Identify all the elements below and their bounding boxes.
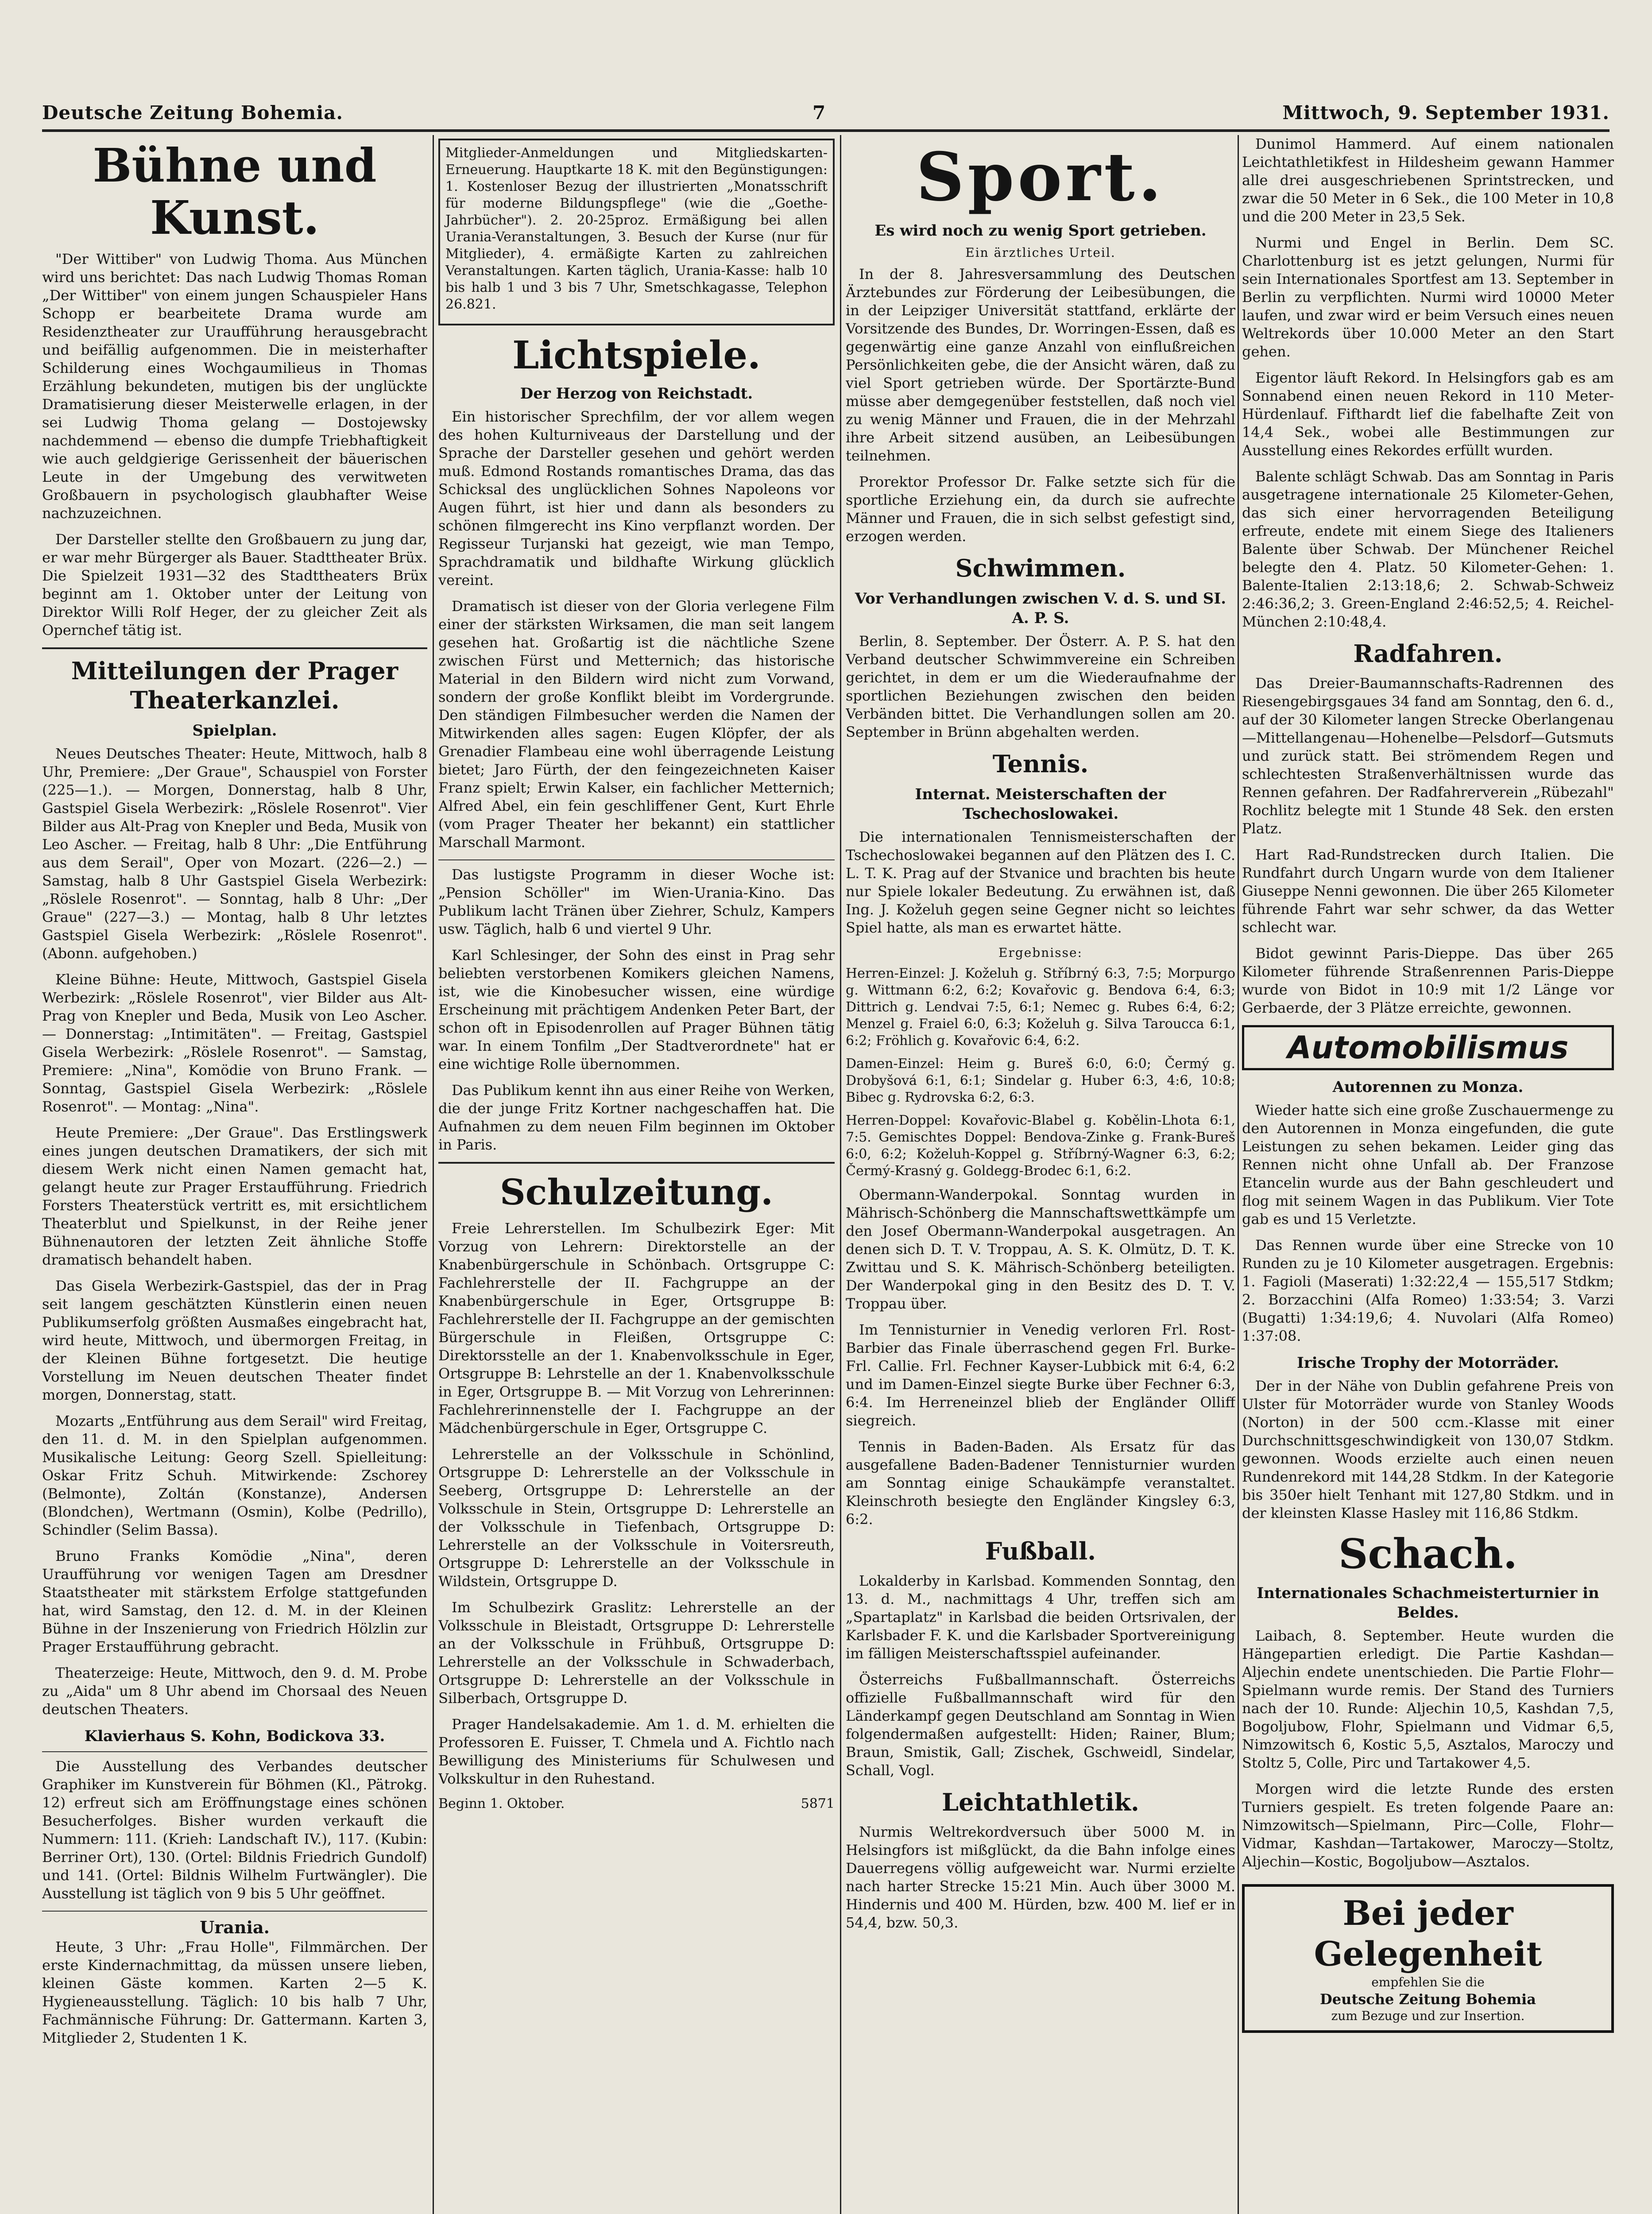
- article-herzog-2: Dramatisch ist dieser von der Gloria verlegene Film einer der stärksten Wirksamen, die man seit langem gesehen hat. Großartig ist die nächtliche Szene zwischen Fürst und Metternich; das historische Material in den Bildern wird nicht zum Vorwand, sondern der große Konflikt bleibt im Vordergrunde. Den ständigen Filmbesucher werden die Namen der Mitwirkenden alles sagen: Eugen Klöpfer, der als Grenadier Flambeau eine wohl überragende Leistung bietet; Jaro Fürth, der den feingezeichneten Kaiser Franz spielt; Erwin Kalser, ein fachlicher Metternich; Alfred Abel, ein fein geschliffener Gent, Kurt Ehrle (vom Prager Theater her bekannt) ein stattlicher Marschall Marmont.: [438, 598, 835, 851]
- article-riesengebirge: Das Dreier-Baumannschafts-Radrennen des Riesengebirgsgaues 34 fand am Sonntag, den 6. d., auf der 30 Kilometer langen Strecke Oberlangenau—Mittellangenau—Hohenelbe—Pelsdorf—Gutsmuts und zurück statt. Bei strömendem Regen und schlechtesten Straßenverhältnissen wurde das Rennen gefahren. Der Radfahrerverein „Rübezahl" Rochlitz belegte mit 1 Stunde 48 Sek. den ersten Platz.: [1242, 675, 1614, 837]
- section-title-schwimmen: Schwimmen.: [955, 554, 1126, 582]
- article-nurmi-rekordversuch: Nurmis Weltrekordversuch über 5000 M. in Helsingfors ist mißglückt, da die Bahn infolge eines Dauerregens völlig aufgeweicht war. Nurmi erzielte nach harter Strecke 15:21 Min. Auch über 3000 M. Hindernis und 400 M. Hürden, bzw. 400 M. lief er in 54,4, bzw. 50,3.: [846, 1823, 1235, 1931]
- section-title-tennis: Tennis.: [992, 750, 1089, 778]
- section-title-buehne: Bühne und Kunst.: [93, 138, 377, 245]
- swim-headline: Vor Verhandlungen zwischen V. d. S. und SI. A. P. S.: [855, 590, 1226, 627]
- column-rule-3: [1238, 135, 1239, 2214]
- article-balente: Balente schlägt Schwab. Das am Sonntag in Paris ausgetragene internationale 25 Kilometer-Gehen, das sich einer hervorragenden Beteiligung erfreute, endete mit einem Siege des Italieners Balente über Schwab. Der Münchener Reichel belegte den 4. Platz. 50 Kilometer-Gehen: 1. Balente-Italien 2:13:18,6; 2. Schwab-Schweiz 2:46:36,2; 3. Green-England 2:46:52,5; 4. Reichel-München 2:10:48,4.: [1242, 468, 1614, 630]
- article-oesterreich: Österreichs Fußballmannschaft. Österreichs offizielle Fußballmannschaft wird für den Länderkampf gegen Deutschland am Sonntag in Wien folgendermaßen aufgestellt: Hiden; Rainer, Blum; Braun, Smistik, Gall; Zischek, Gschweidl, Sindelar, Schall, Vogl.: [846, 1671, 1235, 1779]
- divider: [42, 1751, 427, 1752]
- article-nurmi-berlin: Nurmi und Engel in Berlin. Dem SC. Charlottenburg ist es jetzt gelungen, Nurmi für sein Internationales Sportfest am 13. September in Berlin zu verpflichten. Nurmi wird 10000 Meter laufen, und zwar wird er beim Versuch eines neuen Weltrekords über 10.000 Meter an den Start gehen.: [1242, 234, 1614, 360]
- column-footer: [438, 1796, 835, 1811]
- article-tennis-meisterschaften: Die internationalen Tennismeisterschaften der Tschechoslowakei begannen auf den Plätzen des I. C. L. T. K. Prag auf der Stvanice und brachten bis heute nur Spiele lokaler Bedeutung. Zu erwähnen ist, daß Ing. J. Koželuh gegen seine Gegner nicht so leichtes Spiel hatte, als man es erwartet hätte.: [846, 828, 1235, 936]
- section-title-lichtspiele: Lichtspiele.: [512, 333, 761, 378]
- lead-headline: Es wird noch zu wenig Sport getrieben.: [874, 222, 1207, 240]
- divider: [438, 1162, 835, 1164]
- section-title-theaterkanzlei: Mitteilungen der Prager Theaterkanzlei.: [71, 657, 398, 714]
- article-premiere-graue: Heute Premiere: „Der Graue". Das Erstlingswerk eines jungen deutschen Dramatikers, der sich mit diesem Werk nicht einen Namen gemacht hat, gelangt heute zur Prager Erstaufführung. Friedrich Forsters Theaterstück vertritt es, mit ersichtlichem Theaterblut und Spielkunst, in der Reihe jener Bühnenautoren der letzten Zeit ähnliche Stoffe dramatisch behandelt haben.: [42, 1124, 427, 1268]
- column-buehne-und-kunst: [42, 135, 427, 2214]
- column-sport: [846, 135, 1235, 2214]
- article-kleine-buehne: Kleine Bühne: Heute, Mittwoch, Gastspiel Gisela Werbezirk: „Röslele Rosenrot", vier Bilder aus Alt-Prag von Knepler und Beda, Musik von Leo Ascher. — Donnerstag: „Intimitäten". — Freitag, Gastspiel Gisela Werbezirk: „Röslele Rosenrot". — Samstag, Premiere: „Nina", Komödie von Bruno Frank. — Sonntag, Gastspiel Gisela Werbezirk: „Röslele Rosenrot". — Montag: „Nina".: [42, 971, 427, 1115]
- divider: [42, 647, 427, 649]
- klavierhaus-notice: Klavierhaus S. Kohn, Bodickova 33.: [84, 1727, 385, 1745]
- ad-line: empfehlen Sie die: [1371, 1975, 1485, 1990]
- article-obermann-pokal: Obermann-Wanderpokal. Sonntag wurden in Mährisch-Schönberg die Mannschaftswettkämpfe um den Josef Obermann-Wanderpokal ausgetragen. An denen sich D. T. V. Troppau, A. S. K. Olmütz, D. T. K. Zwittau und S. K. Mährisch-Schönberg beteiligten. Der Wanderpokal ging in den Besitz des D. T. V. Troppau über.: [846, 1186, 1235, 1312]
- article-baden-baden: Tennis in Baden-Baden. Als Ersatz für das ausgefallene Baden-Badener Tennisturnier wurden am Sonntag einige Schaukämpfe veranstaltet. Kleinschroth besiegte den Engländer Kingsley 6:3, 6:2.: [846, 1438, 1235, 1528]
- column-lichtspiele: [438, 135, 835, 2214]
- article-kortner: Das Publikum kennt ihn aus einer Reihe von Werken, die der junge Fritz Kortner nachgeschaffen hat. Die Aufnahmen zu dem neuen Film beginnen im Oktober in Paris.: [438, 1082, 835, 1153]
- article-lehrerstellen-volksschulen: Lehrerstelle an der Volksschule in Schönlind, Ortsgruppe D: Lehrerstelle an der Volksschule in Seeberg, Ortsgruppe D: Lehrerstelle an der Volksschule in Stein, Ortsgruppe D: Lehrerstelle an der Volksschule in Tiefenbach, Ortsgruppe D: Lehrerstelle an der Volksschule in Voitersreuth, Ortsgruppe D: Lehrerstelle an der Volksschule in Wildstein, Ortsgruppe D.: [438, 1446, 835, 1590]
- article-lehrerstellen-eger: Freie Lehrerstellen. Im Schulbezirk Eger: Mit Vorzug von Lehrern: Direktorstelle an der Knabenbürgerschule in Schönbach. Ortsgruppe C: Fachlehrerstelle der II. Fachgruppe an der Knabenbürgerschule in Eger, Ortsgruppe B: Fachlehrerstelle der II. Fachgruppe an der gemischten Bürgerschule in Fleißen, Ortsgruppe C: Direktorsstelle an der 1. Knabenvolksschule in Eger, Ortsgruppe B: Lehrstelle an der 1. Knabenvolksschule in Eger, Ortsgruppe B. — Mit Vorzug von Lehrerinnen: Fachlehrerinnenstelle der I. Fachgruppe an der Mädchenbürgerschule in Eger, Ortsgruppe C.: [438, 1220, 835, 1436]
- footer-right: 5871: [801, 1796, 835, 1811]
- trophy-headline: Irische Trophy der Motorräder.: [1296, 1354, 1559, 1372]
- results-doppel: Herren-Doppel: Kovařovic-Blabel g. Kobělin-Lhota 6:1, 7:5. Gemischtes Doppel: Bendova-Zinke g. Frank-Bureš 6:0, 6:2; Koželuh-Koppel g. Stříbrný-Wagner 6:3, 6:2; Čermý-Krasný g. Goldegg-Brodec 6:1, 6:2.: [846, 1113, 1235, 1179]
- film-title: Der Herzog von Reichstadt.: [520, 385, 753, 403]
- advertisement-box: [1242, 1884, 1614, 2033]
- lead-subheadline: Ein ärztliches Urteil.: [965, 245, 1116, 260]
- article-schwimmverband: Berlin, 8. September. Der Österr. A. P. S. hat den Verband deutscher Schwimmvereine ein Schreiben gerichtet, in dem er um die Wiederaufnahme der sportlichen Beziehungen zwischen den beiden Verbänden bittet. Die Verhandlungen sollen am 20. September in Brünn abgehalten werden.: [846, 633, 1235, 740]
- article-hammer: Dunimol Hammerd. Auf einem nationalen Leichtathletikfest in Hildesheim gewann Hammer alle drei ausgeschriebenen Sprintstrecken, und zwar die 50 Meter in 6 Sek., die 100 Meter in 10,8 und die 200 Meter in 23,5 Sek.: [1242, 135, 1614, 225]
- column-rule-2: [840, 135, 841, 2214]
- article-monza-2: Das Rennen wurde über eine Strecke von 10 Runden zu je 10 Kilometer ausgetragen. Ergebnis: 1. Fagioli (Maserati) 1:32:22,4 — 155,517 Stdkm; 2. Borzacchini (Alfa Romeo) 1:33:54; 3. Varzi (Bugatti) 1:34:19,6; 4. Nuvolari (Alfa Romeo) 1:37:08.: [1242, 1237, 1614, 1344]
- section-title-fussball: Fußball.: [985, 1537, 1096, 1565]
- article-entfuehrung: Mozarts „Entführung aus dem Serail" wird Freitag, den 11. d. M. in den Spielplan aufgenommen. Musikalische Leitung: Georg Szell. Spielleitung: Oskar Fritz Schuh. Mitwirkende: Zschorey (Belmonte), Zoltán (Konstanze), Andersen (Blondchen), Wertmann (Osmin), Kolbe (Pedrillo), Schindler (Selim Bassa).: [42, 1413, 427, 1538]
- results-heading: Ergebnisse:: [998, 945, 1083, 960]
- section-title-leichtathletik: Leichtathletik.: [942, 1788, 1139, 1816]
- article-neues-deutsches-theater: Neues Deutsches Theater: Heute, Mittwoch, halb 8 Uhr, Premiere: „Der Graue", Schauspiel von Forster (225—1.). — Morgen, Donnerstag, halb 8 Uhr, Gastspiel Gisela Werbezirk: „Röslele Rosenrot". Vier Bilder aus Alt-Prag von Knepler und Beda, Musik von Leo Ascher. — Freitag, halb 8 Uhr: „Die Entführung aus dem Serail", Oper von Mozart. (226—2.) — Samstag, halb 8 Uhr Gastspiel Gisela Werbezirk: „Röslele Rosenrot". — Sonntag, halb 8 Uhr: „Der Graue" (227—3.) — Montag, halb 8 Uhr letztes Gastspiel Gisela Werbezirk: „Röslele Rosenrot". (Abonn. aufgehoben.): [42, 745, 427, 962]
- issue-date: Mittwoch, 9. September 1931.: [1282, 102, 1609, 124]
- urania-heading: Urania.: [200, 1917, 270, 1937]
- article-herzog-1: Ein historischer Sprechfilm, der vor allem wegen des hohen Kulturniveaus der Darstellung und der Sprache der Darsteller gesehen und gehört werden muß. Edmond Rostands romantisches Drama, das das Schicksal des unglücklichen Sohnes Napoleons vor Augen führt, ist hier und dann als besonders zu schönen filmgerecht ins Kino verpflanzt worden. Der Regisseur Turjanski hat gezeigt, wie man Tempo, Sprachdramatik und bildhafte Wirkung glücklich vereint.: [438, 408, 835, 588]
- results-herren-einzel: Herren-Einzel: J. Koželuh g. Stříbrný 6:3, 7:5; Morpurgo g. Wittmann 6:2, 6:2; Kovařovic g. Bendova 6:4, 6:3; Dittrich g. Lendvai 7:5, 6:1; Nemec g. Rubes 6:4, 6:2; Menzel g. Fraiel 6:0, 6:3; Koželuh g. Silva Taroucca 6:1, 6:2; Fröhlich g. Kovařovic 6:4, 6:2.: [846, 966, 1235, 1049]
- monza-headline: Autorennen zu Monza.: [1332, 1078, 1524, 1096]
- section-title-schulzeitung: Schulzeitung.: [500, 1171, 773, 1213]
- article-beldes-2: Morgen wird die letzte Runde des ersten Turniers gespielt. Es treten folgende Paare an: Nimzowitsch—Spielmann, Pirc—Colle, Flohr—Vidmar, Kashdan—Tartakower, Maroczy—Stoltz, Aljechin—Kostic, Bogoljubow—Asztalos.: [1242, 1780, 1614, 1870]
- article-lehrerstellen-graslitz: Im Schulbezirk Graslitz: Lehrerstelle an der Volksschule in Bleistadt, Ortsgruppe D: Lehrerstelle an der Volksschule in Frühbuß, Ortsgruppe D: Lehrerstelle an der Volksschule in Schwaderbach, Ortsgruppe D: Lehrerstelle an der Volksschule in Silberbach, Ortsgruppe D.: [438, 1599, 835, 1707]
- chess-headline: Internationales Schachmeisterturnier in Beldes.: [1257, 1584, 1599, 1622]
- column-sport-continued: [1242, 135, 1614, 2214]
- article-handelsakademie: Prager Handelsakademie. Am 1. d. M. erhielten die Professoren E. Fuisser, T. Chmela und A. Fichtlo nach Bewilligung des Ministeriums für Schulwesen und Volkskultur in den Ruhestand.: [438, 1716, 835, 1787]
- article-urania: Heute, 3 Uhr: „Frau Holle", Filmmärchen. Der erste Kindernachmittag, da müssen unsere lieben, kleinen Gäste kommen. Karten 2—5 K. Hygieneausstellung. Täglich: 10 bis halb 7 Uhr, Fachmännische Führung: Dr. Gattermann. Karten 3, Mitglieder 2, Studenten 1 K.: [42, 1939, 427, 2046]
- section-title-schach: Schach.: [1339, 1530, 1517, 1578]
- article-brux: Der Darsteller stellte den Großbauern zu jung dar, er war mehr Bürgerger als Bauer. Stadttheater Brüx. Die Spielzeit 1931—32 des Stadttheaters Brüx beginnt am 1. Oktober unter der Leitung von Direktor Willi Rolf Heger, der zu gleicher Zeit als Opernchef tätig ist.: [42, 531, 427, 639]
- ad-line: Deutsche Zeitung Bohemia: [1320, 1991, 1536, 2008]
- article-monza-1: Wieder hatte sich eine große Zuschauermenge zu den Autorennen in Monza eingefunden, die gute Leistungen zu sehen bekamen. Leider ging das Rennen nicht ohne Unfall ab. Der Franzose Etancelin wurde aus der Bahn geschleudert und flog mit seinem Wagen in das Publikum. Vier Tote gab es und 15 Verletzte.: [1242, 1102, 1614, 1227]
- section-title-automobilismus: Automobilismus: [1242, 1025, 1614, 1070]
- article-rundfahrt: Hart Rad-Rundstrecken durch Italien. Die Rundfahrt durch Ungarn wurde von dem Italiener Giuseppe Nenni gewonnen. Die über 265 Kilometer führende Fahrt war sehr schwer, da das Wetter schlecht war.: [1242, 846, 1614, 936]
- ad-line: zum Bezuge und zur Insertion.: [1331, 2009, 1525, 2023]
- article-schlesinger: Karl Schlesinger, der Sohn des einst in Prag sehr beliebten verstorbenen Komikers gleichen Namens, ist, wie die Kinobesucher wissen, eine würdige Erscheinung mit prächtigem Andenken Peter Bart, der schon oft in Episodenrollen auf Prager Bühnen tätig war. In einem Tonfilm „Der Stadtverordnete" hat er eine wichtige Rolle übernommen.: [438, 947, 835, 1072]
- results-damen-einzel: Damen-Einzel: Heim g. Bureš 6:0, 6:0; Čermý g. Drobyšová 6:1, 6:1; Sindelar g. Huber 6:3, 4:6, 10:8; Bibec g. Rydrovska 6:2, 6:3.: [846, 1056, 1235, 1105]
- ad-title: Bei jeder Gelegenheit: [1314, 1893, 1542, 1974]
- footer-left: Beginn 1. Oktober.: [438, 1796, 565, 1811]
- article-lokalderby: Lokalderby in Karlsbad. Kommenden Sonntag, den 13. d. M., nachmittags 4 Uhr, treffen sich am „Spartaplatz" in Karlsbad die beiden Ortsrivalen, der Karlsbader F. K. und die Karlsbader Sportvereinigung im fälligen Meisterschaftsspiel aufeinander.: [846, 1572, 1235, 1662]
- article-aerztebund: In der 8. Jahresversammlung des Deutschen Ärztebundes zur Förderung der Leibesübungen, die in der Leipziger Universität stattfand, erklärte der Vorsitzende des Bundes, Dr. Worringen-Essen, daß es gegenwärtig eine ganze Anzahl von einflußreichen Persönlichkeiten gebe, die der Ansicht wären, daß zu viel Sport getrieben würde. Der Sportärzte-Bund müsse aber demgegenüber feststellen, daß noch viel zu wenig Männer und Frauen, die in der Mehrzahl ihre Arbeit sitzend ausüben, an Leibesübungen teilnehmen.: [846, 266, 1235, 464]
- article-theaterzeige: Theaterzeige: Heute, Mittwoch, den 9. d. M. Probe zu „Aida" um 8 Uhr abend im Chorsaal des Neuen deutschen Theaters.: [42, 1664, 427, 1718]
- header-rule: [42, 129, 1609, 132]
- running-head: [42, 102, 1609, 128]
- article-falke: Prorektor Professor Dr. Falke setzte sich für die sportliche Erziehung ein, da durch sie aufrechte Männer und Frauen, die in sich selbst gefestigt sind, erzogen werden.: [846, 473, 1235, 545]
- column-rule-1: [433, 135, 434, 2214]
- article-mitglieder: Mitglieder-Anmeldungen und Mitgliedskarten-Erneuerung. Hauptkarte 18 K. mit den Begünstigungen: 1. Kostenloser Bezug der illustrierten „Monatsschrift für moderne Bildungspflege" (wie die „Goethe-Jahrbücher"). 2. 20-25proz. Ermäßigung bei allen Urania-Veranstaltungen, 3. Besuch der Kurse (nur für Mitglieder), 4. ermäßigte Karten zu zahlreichen Veranstaltungen. Karten täglich, Urania-Kasse: halb 10 bis halb 1 und 3 bis 7 Uhr, Smetschkagasse, Telephon 26.821.: [445, 145, 828, 312]
- spielplan-heading: Spielplan.: [192, 722, 277, 739]
- tennis-headline: Internat. Meisterschaften der Tschechoslowakei.: [915, 786, 1166, 823]
- divider: [438, 859, 835, 860]
- article-venedig: Im Tennisturnier in Venedig verloren Frl. Rost-Barbier das Finale überraschend gegen Frl. Burke-Frl. Callie. Frl. Fechner Kayser-Lubbick mit 6:4, 6:2 und im Damen-Einzel siegte Burke über Fechner 6:3, 6:4. Im Herreneinzel blieb der Engländer Olliff siegreich.: [846, 1321, 1235, 1429]
- article-beldes-1: Laibach, 8. September. Heute wurden die Hängepartien erledigt. Die Partie Kashdan—Aljechin endete unentschieden. Die Partie Flohr—Spielmann wurde remis. Der Stand des Turniers nach der 10. Runde: Aljechin 10,5, Kashdan 7,5, Bogoljubow, Flohr, Spielmann und Vidmar 6,5, Nimzowitsch 6, Kostic 5,5, Asztalos, Maroczy und Stoltz 5, Colle, Pirc und Tartakower 4,5.: [1242, 1627, 1614, 1771]
- masthead-name: Deutsche Zeitung Bohemia.: [42, 102, 343, 124]
- urania-membership-box: [438, 139, 835, 325]
- article-werbezirk-gastspiel: Das Gisela Werbezirk-Gastspiel, das der in Prag seit langem geschätzten Künstlerin einen neuen Publikumserfolg größten Ausmaßes eingebracht hat, wird heute, Mittwoch, und übermorgen Freitag, in der Kleinen Bühne fortgesetzt. Die heutige Vorstellung im Neuen deutschen Theater findet morgen, Donnerstag, statt.: [42, 1277, 427, 1403]
- article-wittiber: "Der Wittiber" von Ludwig Thoma. Aus München wird uns berichtet: Das nach Ludwig Thomas Roman „Der Wittiber" von einem jungen Schauspieler Hans Schopp er bearbeitete Drama wurde am Residenztheater zur Uraufführung herausgebracht und beifällig aufgenommen. Die in meisterhafter Schilderung eines Wochgaumilieus in Thomas Erzählung bekundeten, mutigen bis der unglückte Dramatisierung dieser Meisterwelle erlagen, in der sei Ludwig Thoma gelang — Dostojewsky nachdemmend — ebenso die dumpfe Triebhaftigkeit wie auch geldgierige Gerissenheit der bäuerischen Leute in der Umgebung des verwitweten Großbauern in psychologisch glaubhafter Weise nachzuzeichnen.: [42, 251, 427, 522]
- article-paris-dieppe: Bidot gewinnt Paris-Dieppe. Das über 265 Kilometer führende Straßenrennen Paris-Dieppe wurde von Bidot in 10:9 mit 1/2 Länge vor Gerbaerde, der 3 Plätze erreichte, gewonnen.: [1242, 945, 1614, 1016]
- article-ulster: Der in der Nähe von Dublin gefahrene Preis von Ulster für Motorräder wurde von Stanley Woods (Norton) in der 500 ccm.-Klasse mit einer Durchschnittsgeschwindigkeit von 130,07 Stdkm. gewonnen. Woods erzielte auch einen neuen Rundenrekord mit 144,28 Stdkm. In der Kategorie bis 350er hielt Tenhant mit 127,80 Stdkm. und in der kleinsten Klasse Hasley mit 116,86 Stdkm.: [1242, 1378, 1614, 1521]
- page-number: 7: [812, 102, 826, 124]
- article-huerdenrekord: Eigentor läuft Rekord. In Helsingfors gab es am Sonnabend einen neuen Rekord in 110 Meter-Hürdenlauf. Fifthardt lief die fabelhafte Zeit von 14,4 Sek., wobei alle Bestimmungen zur Ausstellung eines Rekordes erfüllt wurden.: [1242, 369, 1614, 459]
- divider: [42, 1911, 427, 1912]
- section-title-sport: Sport.: [916, 138, 1165, 216]
- section-title-radfahren: Radfahren.: [1353, 639, 1503, 668]
- article-pension-schoeller: Das lustigste Programm in dieser Woche ist: „Pension Schöller" im Wien-Urania-Kino. Das Publikum lacht Tränen über Ziehrer, Schulz, Kampers usw. Täglich, halb 6 und viertel 9 Uhr.: [438, 866, 835, 937]
- article-nina: Bruno Franks Komödie „Nina", deren Uraufführung vor wenigen Tagen am Dresdner Staatstheater mit stärkstem Erfolge stattgefunden hat, wird Samstag, den 12. d. M. in der Kleinen Bühne in der Inszenierung von Friedrich Hölzlin zur Prager Erstaufführung gebracht.: [42, 1548, 427, 1655]
- article-graphiker-ausstellung: Die Ausstellung des Verbandes deutscher Graphiker im Kunstverein für Böhmen (Kl., Pätrokg. 12) erfreut sich am Eröffnungstage eines schönen Besucherfolges. Bisher wurden verkauft die Nummern: 111. (Krieh: Landschaft IV.), 117. (Kubin: Berriner Ort), 130. (Ortel: Bildnis Friedrich Gundolf) und 141. (Ortel: Bildnis Wilhelm Furtwängler). Die Ausstellung ist täglich von 9 bis 5 Uhr geöffnet.: [42, 1758, 427, 1902]
